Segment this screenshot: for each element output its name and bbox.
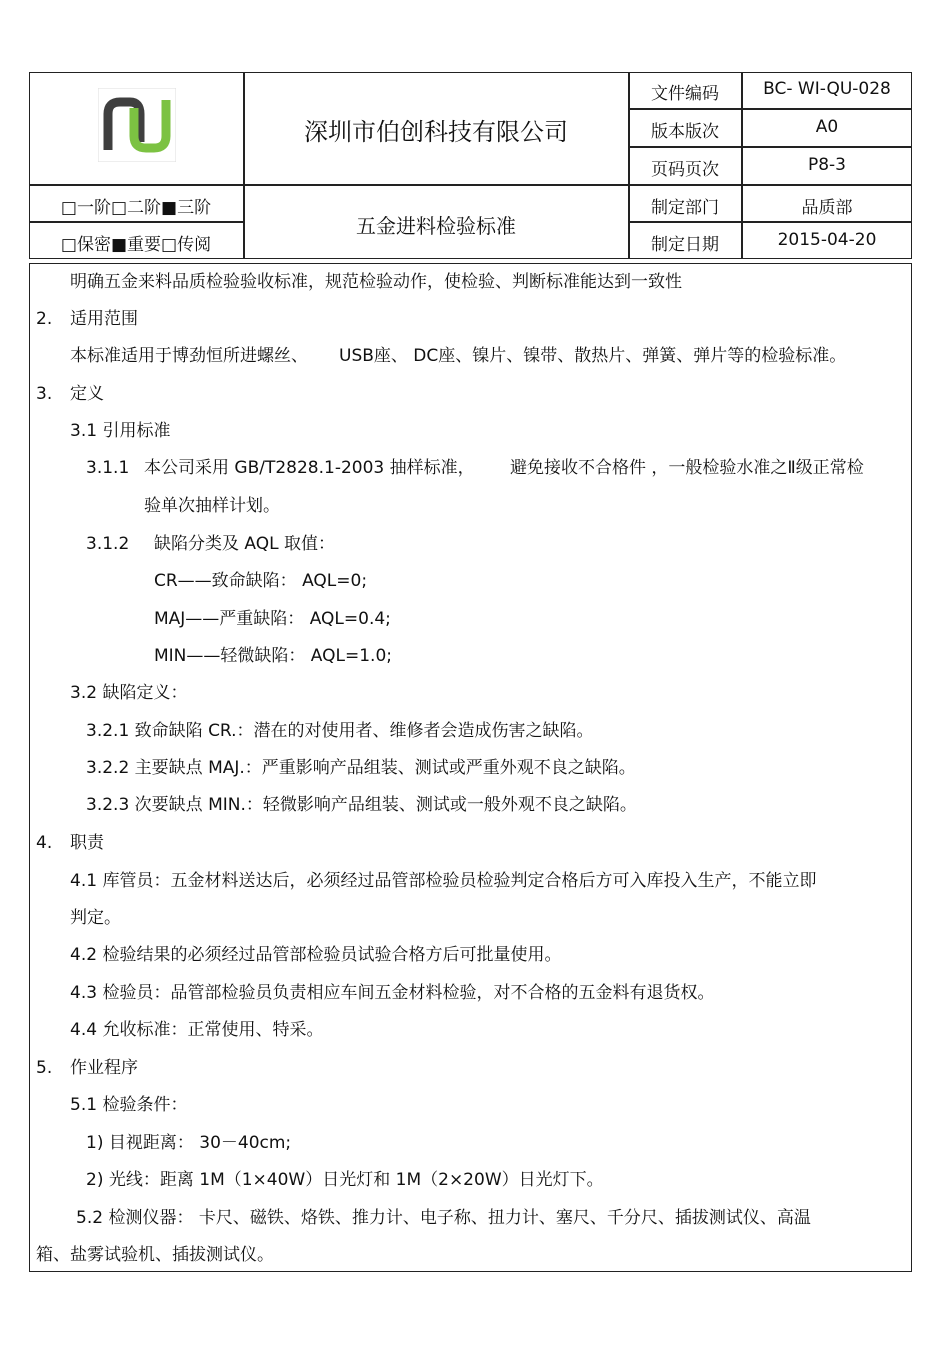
- department-label: 制定部门: [651, 198, 719, 218]
- section-title: 职责: [70, 833, 104, 853]
- clause-text: 缺陷分类及 AQL 取值：: [154, 534, 335, 554]
- subsection-title: 3.1 引用标准: [70, 421, 171, 441]
- clause-text: 3.2.2 主要缺点 MAJ.：严重影响产品组装、测试或严重外观不良之缺陷。: [86, 758, 636, 778]
- clause-number: 3.1.1: [86, 458, 130, 478]
- page-value: P8-3: [807, 155, 847, 175]
- confidentiality-level: □保密■重要□传阅: [60, 235, 212, 255]
- header-divider: [628, 146, 912, 148]
- clause-text: 4.3 检验员：品管部检验员负责相应车间五金材料检验，对不合格的五金料有退货权。: [70, 983, 715, 1003]
- clause-text: 4.4 允收标准：正常使用、特采。: [70, 1020, 324, 1040]
- section-title: 定义: [70, 384, 104, 404]
- file-code-label: 文件编码: [651, 84, 719, 104]
- defect-cr: CR——致命缺陷： AQL=0;: [154, 571, 368, 591]
- clause-text: 验单次抽样计划。: [144, 496, 280, 516]
- clause-text: 4.1 库管员：五金材料送达后，必须经过品管部检验员检验判定合格后方可入库投入生产，不能立即: [70, 871, 817, 891]
- date-value: 2015-04-20: [777, 230, 877, 250]
- clause-text: 2) 光线：距离 1M（1×40W）日光灯和 1M（2×20W）日光灯下。: [86, 1170, 604, 1190]
- section-number: 4.: [36, 833, 53, 853]
- clause-text: 判定。: [70, 908, 121, 928]
- file-code-value: BC- WI-QU-028: [763, 79, 891, 99]
- department-value: 品质部: [801, 198, 853, 218]
- version-value: A0: [815, 117, 839, 137]
- clause-text: 4.2 检验结果的必须经过品管部检验员试验合格方后可批量使用。: [70, 945, 562, 965]
- version-label: 版本版次: [651, 122, 719, 142]
- clause-text: 3.2.1 致命缺陷 CR.：潜在的对使用者、维修者会造成伤害之缺陷。: [86, 721, 594, 741]
- section-title: 作业程序: [70, 1058, 138, 1078]
- page-label: 页码页次: [651, 160, 719, 180]
- document-title: 五金进料检验标准: [356, 214, 516, 238]
- clause-text: 本公司采用 GB/T2828.1-2003 抽样标准，: [144, 458, 475, 478]
- header-divider: [29, 221, 244, 223]
- subsection-title: 5.1 检验条件：: [70, 1095, 188, 1115]
- date-label: 制定日期: [651, 235, 719, 255]
- clause-text: 5.2 检测仪器： 卡尺、磁铁、烙铁、推力计、电子称、扭力计、塞尺、千分尺、插拔测试仪、高温: [76, 1208, 811, 1228]
- scope-text: USB座、 DC座、镍片、镍带、散热片、弹簧、弹片等的检验标准。: [339, 346, 847, 366]
- header-divider: [628, 221, 912, 223]
- section-number: 5.: [36, 1058, 53, 1078]
- header-divider: [628, 184, 912, 186]
- subsection-title: 3.2 缺陷定义：: [70, 683, 188, 703]
- header-divider: [628, 108, 912, 110]
- defect-maj: MAJ——严重缺陷： AQL=0.4;: [154, 609, 391, 629]
- section-title: 适用范围: [70, 309, 138, 329]
- clause-text: 箱、盐雾试验机、插拔测试仪。: [36, 1245, 274, 1265]
- section-number: 3.: [36, 384, 53, 404]
- document-level: □一阶□二阶■三阶: [60, 198, 212, 218]
- defect-min: MIN——轻微缺陷： AQL=1.0;: [154, 646, 392, 666]
- clause-text: 避免接收不合格件 ，一般检验水准之Ⅱ级正常检: [510, 458, 864, 478]
- section-number: 2.: [36, 309, 53, 329]
- purpose-text: 明确五金来料品质检验验收标准，规范检验动作，使检验、判断标准能达到一致性: [70, 272, 682, 292]
- clause-text: 3.2.3 次要缺点 MIN.：轻微影响产品组装、测试或一般外观不良之缺陷。: [86, 795, 637, 815]
- header-divider: [29, 184, 629, 186]
- scope-text: 本标准适用于博劲恒所进螺丝、: [70, 346, 308, 366]
- company-name: 深圳市伯创科技有限公司: [304, 118, 568, 146]
- clause-number: 3.1.2: [86, 534, 130, 554]
- company-logo: [98, 88, 176, 162]
- clause-text: 1) 目视距离： 30－40cm;: [86, 1133, 292, 1153]
